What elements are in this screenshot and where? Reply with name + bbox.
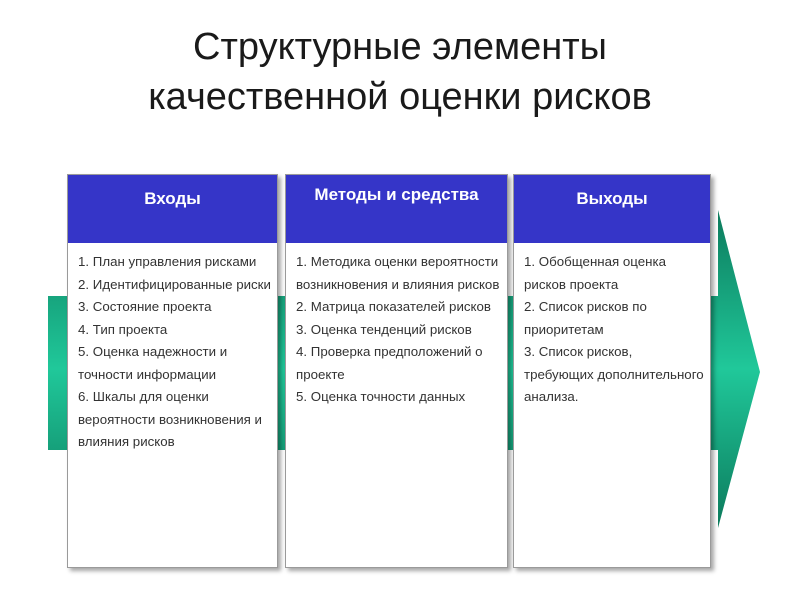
methods-list (286, 243, 507, 565)
outputs-column (513, 174, 711, 568)
outputs-header: Выходы (514, 175, 710, 243)
inputs-header: Входы (68, 175, 277, 243)
outputs-list (514, 243, 710, 565)
inputs-column (67, 174, 278, 568)
methods-item: 4. Проверка предположений о проекте (296, 344, 483, 382)
inputs-item: 6. Шкалы для оценки вероятности возникновения и влияния рисков (78, 389, 262, 449)
methods-column (285, 174, 508, 568)
outputs-item: 1. Обобщенная оценка рисков проекта (524, 254, 667, 292)
inputs-item: 1. План управления рисками (78, 254, 257, 269)
slide-title-line-1: Структурные элементы (193, 26, 607, 68)
methods-header: Методы и средства (286, 175, 507, 243)
inputs-item: 2. Идентифицированные риски (78, 276, 271, 292)
inputs-list (68, 243, 277, 565)
outputs-item: 3. Список рисков, требующих дополнительного анализа. (524, 344, 704, 404)
methods-item: 3. Оценка тенденций рисков (296, 321, 472, 337)
methods-item: 2. Матрица показателей рисков (296, 299, 491, 314)
inputs-item: 3. Состояние проекта (78, 299, 212, 314)
inputs-item: 4. Тип проекта (78, 321, 168, 337)
slide-title-line-2: качественной оценки рисков (148, 76, 652, 118)
methods-item: 5. Оценка точности данных (296, 389, 466, 404)
inputs-item: 5. Оценка надежности и точности информации (78, 344, 228, 382)
methods-item: 1. Методика оценки вероятности возникновения и влияния рисков (296, 254, 500, 292)
outputs-item: 2. Список рисков по приоритетам (524, 299, 647, 337)
